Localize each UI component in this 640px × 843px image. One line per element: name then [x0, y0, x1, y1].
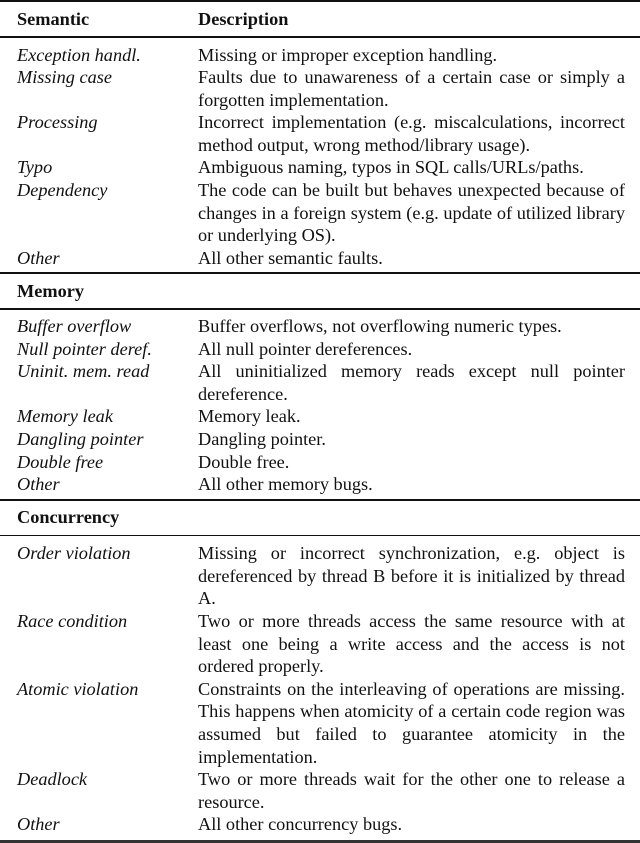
row-description: Faults due to unawareness of a certain case or simply a forgotten implementation. — [198, 67, 625, 110]
row-term: Race condition — [17, 610, 128, 631]
header-description: Description — [198, 8, 289, 29]
row-term: Other — [17, 247, 60, 268]
row-term: Order violation — [17, 543, 131, 564]
table-row — [0, 610, 640, 678]
row-description: All other memory bugs. — [198, 474, 373, 495]
row-description: Two or more threads access the same resource with at least one being a write access and the access is not ordered properly. — [198, 610, 625, 677]
row-term: Atomic violation — [17, 678, 139, 699]
table-row — [0, 315, 640, 338]
row-description: Two or more threads wait for the other one to release a resource. — [198, 769, 625, 812]
row-term: Double free — [17, 451, 104, 472]
row-description: Incorrect implementation (e.g. miscalculations, incorrect method output, wrong method/library usage). — [198, 112, 625, 155]
table-row — [0, 338, 640, 361]
row-term: Dependency — [17, 180, 108, 201]
row-description: The code can be built but behaves unexpected because of changes in a foreign system (e.g. update of utilized library or underlying OS). — [198, 180, 625, 246]
table-row — [0, 813, 640, 836]
row-term: Null pointer deref. — [17, 338, 152, 359]
table-row — [0, 44, 640, 67]
table-row — [0, 156, 640, 179]
header-semantic: Semantic — [17, 8, 90, 29]
row-term: Deadlock — [17, 769, 88, 790]
row-term: Uninit. mem. read — [17, 361, 150, 382]
table-row — [0, 428, 640, 451]
row-description: Double free. — [198, 451, 290, 472]
section-header-memory — [0, 274, 640, 308]
table-row — [0, 473, 640, 496]
bottom-rule — [0, 840, 640, 843]
section-title: Concurrency — [17, 507, 120, 528]
row-description: Missing or incorrect synchronization, e.g. object is dereferenced by thread B before it is initialized by thread A. — [198, 543, 625, 609]
table-row — [0, 405, 640, 428]
section-semantic — [0, 38, 640, 273]
row-description: Missing or improper exception handling. — [198, 44, 498, 65]
row-term: Missing case — [17, 67, 112, 88]
table-row — [0, 542, 640, 610]
table-row — [0, 247, 640, 270]
table-row — [0, 678, 640, 768]
row-term: Dangling pointer — [17, 428, 144, 449]
table-row — [0, 66, 640, 111]
row-description: All other concurrency bugs. — [198, 814, 403, 835]
table-row — [0, 360, 640, 405]
row-description: Buffer overflows, not overflowing numeric types. — [198, 315, 562, 336]
row-term: Other — [17, 814, 60, 835]
table-row — [0, 179, 640, 247]
section-concurrency — [0, 536, 640, 840]
row-term: Memory leak — [17, 406, 113, 427]
row-term: Processing — [17, 112, 98, 133]
row-description: All other semantic faults. — [198, 247, 383, 268]
row-description: Constraints on the interleaving of operations are missing. This happens when atomicity of a certain code region was assumed but failed to guarantee atomicity in the implementation. — [198, 678, 625, 767]
table-row — [0, 451, 640, 474]
table-row — [0, 768, 640, 813]
row-description: Ambiguous naming, typos in SQL calls/URLs/paths. — [198, 157, 584, 178]
row-term: Buffer overflow — [17, 315, 132, 336]
table-row — [0, 111, 640, 156]
row-description: All null pointer dereferences. — [198, 338, 413, 359]
row-description: All uninitialized memory reads except null pointer dereference. — [198, 361, 625, 404]
section-title: Memory — [17, 281, 84, 302]
row-description: Memory leak. — [198, 406, 301, 427]
row-term: Exception handl. — [17, 44, 141, 65]
row-term: Other — [17, 474, 60, 495]
row-term: Typo — [17, 157, 53, 178]
table-header — [0, 2, 640, 36]
section-header-concurrency — [0, 501, 640, 535]
row-description: Dangling pointer. — [198, 428, 326, 449]
section-memory — [0, 310, 640, 499]
